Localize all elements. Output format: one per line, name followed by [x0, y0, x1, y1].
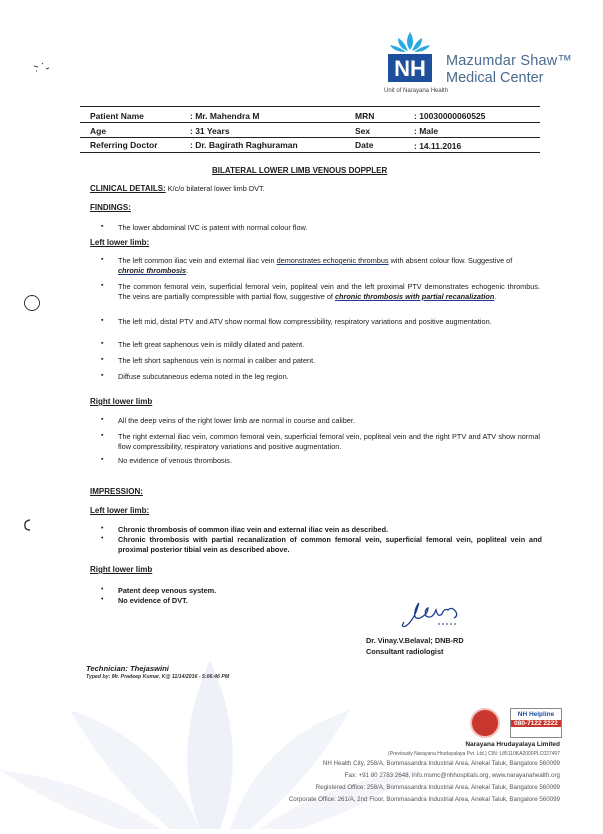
bullet: ▪ [101, 223, 104, 230]
mrn-value: : 10030000060525 [414, 111, 486, 121]
hole-punch-mark [24, 295, 40, 311]
doctor-signature-image [398, 592, 464, 632]
findings-ivc: The lower abdominal IVC is patent with normal colour flow. [118, 223, 308, 232]
bullet: • [101, 596, 104, 603]
typed-by: Typed by: Mr. Pradeep Kumar. K@ 11/14/2016 - 5:06:46 PM [86, 674, 230, 680]
svg-text:NH: NH [394, 56, 426, 81]
sex-label: Sex [355, 126, 371, 136]
company-name: Narayana Hrudayalaya Limited [465, 741, 560, 748]
clinical-details [90, 184, 265, 194]
scan-mark [32, 60, 54, 74]
doctor-value: : Dr. Bagirath Raghuraman [190, 140, 298, 150]
accreditation-badge [470, 708, 500, 738]
date-value: : 14.11.2016 [414, 141, 462, 151]
clinical-label: CLINICAL DETAILS: [90, 184, 166, 193]
bullet: ▪ [101, 282, 104, 289]
impression-left-2: Chronic thrombosis with partial recanalization of common femoral vein, superficial femoral vein, popliteal vein and proximal posterior tibial vein as described above. [118, 535, 542, 554]
findings-label: FINDINGS: [90, 203, 131, 212]
address-health-city: NH Health City, 258/A, Bommasandra Industrial Area, Anekal Taluk, Bangalore 560099 [322, 760, 560, 767]
corporate-office: Corporate Office: 261/A, 2nd Floor, Bommasandra Industrial Area, Anekal Taluk, Bangalore 560099 [288, 796, 560, 803]
bullet: • [101, 525, 104, 532]
impression-left-label: Left lower limb: [90, 506, 150, 515]
bullet: ▪ [101, 432, 104, 439]
left-finding-5: The left short saphenous vein is normal in caliber and patent. [118, 356, 316, 365]
nh-logo [384, 28, 436, 84]
technician-label: Technician: Thejaswini [86, 664, 169, 673]
signature-role: Consultant radiologist [366, 647, 444, 656]
bullet: ▪ [101, 416, 104, 423]
bullet: ▪ [101, 372, 104, 379]
divider [80, 152, 540, 153]
divider [80, 137, 540, 138]
registered-office: Registered Office: 258/A, Bommasandra Industrial Area, Anekal Taluk, Bangalore 560099 [315, 784, 560, 791]
date-label: Date [355, 140, 374, 150]
right-finding-2: The right external iliac vein, common femoral vein, superficial femoral vein, popliteal vein and the right PTV and ATV show normal flow compressibility, respiratory variations and positive augmentation. [118, 432, 540, 451]
helpline-label: NH Helpline [517, 711, 555, 718]
bullet: ▪ [101, 256, 104, 263]
company-previous-name: (Previously Narayana Hrudayalaya Pvt. Ltd.) CIN: L85110KA2000PLC027497 [388, 751, 560, 757]
age-label: Age [90, 126, 107, 136]
signature-doctor: Dr. Vinay.V.Belaval; DNB-RD [366, 636, 464, 645]
brand-subtitle: Unit of Narayana Health [384, 88, 449, 94]
contact-info: Fax: +91 80 2783 2648, info.msmc@nhhospitals.org, www.narayanahealth.org [344, 772, 560, 779]
left-limb-label: Left lower limb: [90, 238, 150, 247]
right-finding-1: All the deep veins of the right lower limb are normal in course and caliber. [118, 416, 355, 425]
impression-left-1: Chronic thrombosis of common iliac vein and external iliac vein as described. [118, 525, 389, 534]
patient-name-value: : Mr. Mahendra M [190, 111, 260, 121]
brand-name-line1: Mazumdar Shaw™ [446, 53, 573, 69]
divider [80, 106, 540, 107]
impression-right-1: Patent deep venous system. [118, 586, 217, 595]
impression-right-2: No evidence of DVT. [118, 596, 188, 605]
patient-name-label: Patient Name [90, 111, 144, 121]
bullet: ▪ [101, 356, 104, 363]
hole-punch-mark [22, 518, 32, 532]
right-limb-label: Right lower limb [90, 397, 153, 406]
helpline-badge [510, 708, 562, 738]
bullet: ▪ [101, 317, 104, 324]
left-finding-6: Diffuse subcutaneous edema noted in the leg region. [118, 372, 289, 381]
bullet: • [101, 535, 104, 542]
left-finding-4: The left great saphenous vein is mildly dilated and patent. [118, 340, 305, 349]
clinical-text: K/c/o bilateral lower limb DVT. [165, 184, 265, 193]
bullet: ▪ [101, 456, 104, 463]
helpline-number: 080-7122 2222 [511, 720, 561, 727]
divider [80, 122, 540, 123]
brand-name-line2: Medical Center [446, 70, 544, 86]
right-finding-3: No evidence of venous thrombosis. [118, 456, 232, 465]
age-value: : 31 Years [190, 126, 230, 136]
impression-label: IMPRESSION: [90, 487, 143, 496]
report-title: BILATERAL LOWER LIMB VENOUS DOPPLER [212, 166, 388, 175]
left-finding-3: The left mid, distal PTV and ATV show normal flow compressibility, respiratory variations and positive augmentation. [118, 317, 492, 326]
impression-right-label: Right lower limb [90, 565, 153, 574]
bullet: • [101, 586, 104, 593]
left-finding-1: The left common iliac vein and external iliac vein demonstrates echogenic thrombus with absent colour flow. Suggestive of chronic thrombosis. [118, 256, 513, 275]
doctor-label: Referring Doctor [90, 140, 158, 150]
left-finding-2: The common femoral vein, superficial femoral vein, popliteal vein and the left proximal PTV demonstrates echogenic thrombus. The veins are partially compressible with partial flow, suggestive of chronic thrombosis with partial recanalization. [118, 282, 540, 301]
sex-value: : Male [414, 126, 439, 136]
mrn-label: MRN [355, 111, 375, 121]
bullet: ▪ [101, 340, 104, 347]
